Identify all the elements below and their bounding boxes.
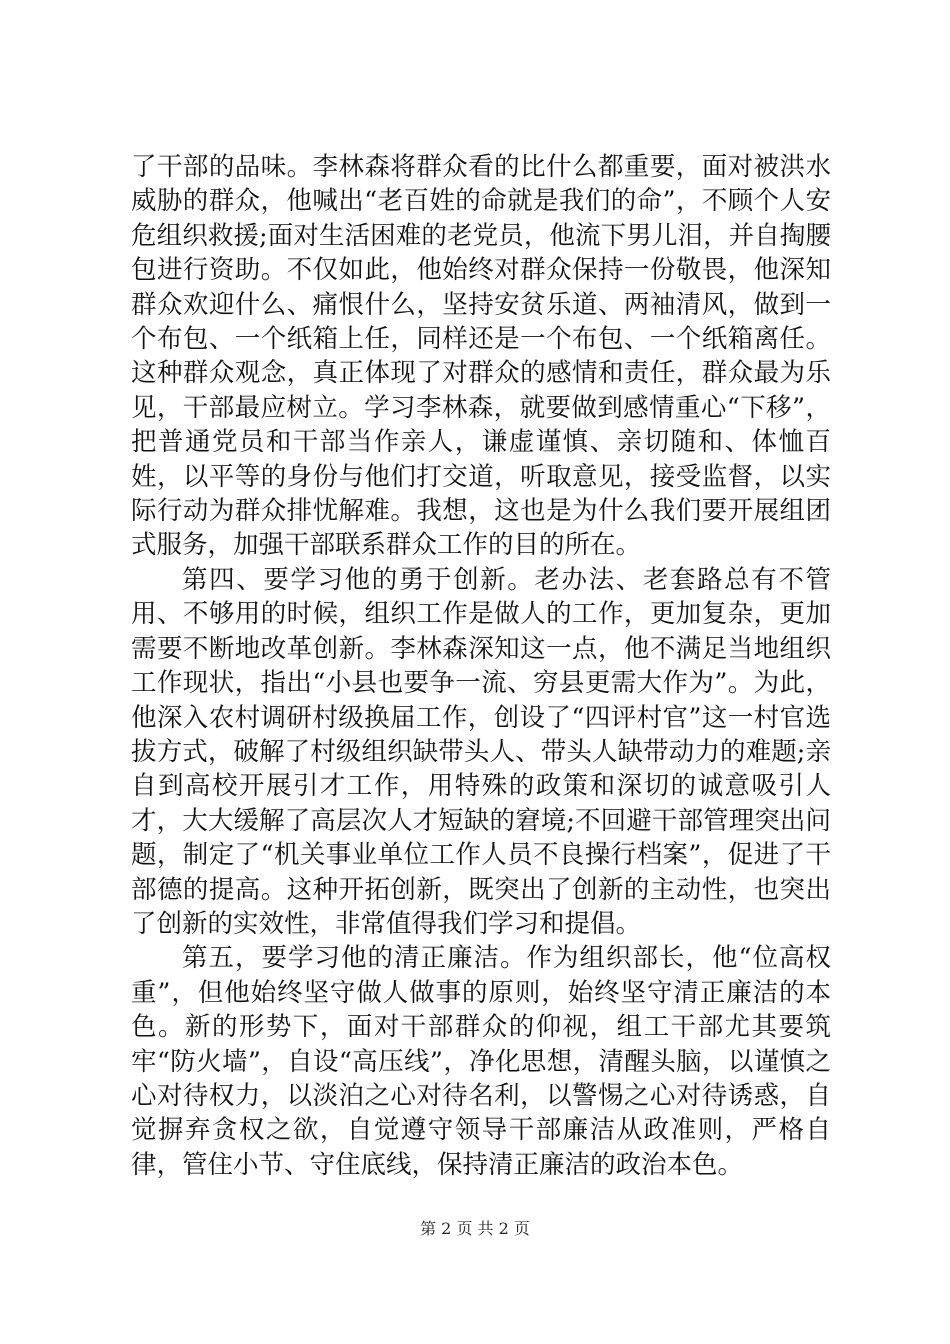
paragraph-continued: 了干部的品味。李林森将群众看的比什么都重要，面对被洪水威胁的群众，他喊出“老百姓的命就是我们的命”，不顾个人安危组织救援;面对生活困难的老党员，他流下男儿泪，并自掏腰包进行资助。不仅如此，他始终对群众保持一份敬畏，他深知群众欢迎什么、痛恨什么，坚持安贫乐道、两袖清风，做到一个布包、一个纸箱上任，同样还是一个布包、一个纸箱离任。这种群众观念，真正体现了对群众的感情和责任，群众最为乐见，干部最应树立。学习李林森，就要做到感情重心“下移”，把普通党员和干部当作亲人，谦虚谨慎、亲切随和、体恤百姓，以平等的身份与他们打交道，听取意见，接受监督，以实际行动为群众排忧解难。我想，这也是为什么我们要开展组团式服务，加强干部联系群众工作的目的所在。 [131,152,831,561]
paragraph-fifth-point: 第五，要学习他的清正廉洁。作为组织部长，他“位高权重”，但他始终坚守做人做事的原则，始终坚守清正廉洁的本色。新的形势下，面对干部群众的仰视，组工干部尤其要筑牢“防火墙”，自设“高压线”，净化思想，清醒头脑，以谨慎之心对待权力，以淡泊之心对待名利，以警惕之心对待诱惑，自觉摒弃贪权之欲，自觉遵守领导干部廉洁从政准则，严格自律，管住小节、守住底线，保持清正廉洁的政治本色。 [131,943,831,1180]
document-body [131,150,831,1182]
paragraph-fourth-point: 第四、要学习他的勇于创新。老办法、老套路总有不管用、不够用的时候，组织工作是做人的工作，更加复杂，更加需要不断地改革创新。李林森深知这一点，他不满足当地组织工作现状，指出“小县也要争一流、穷县更需大作为”。为此，他深入农村调研村级换届工作，创设了“四评村官”这一村官选拔方式，破解了村级组织缺带头人、带头人缺带动力的难题;亲自到高校开展引才工作，用特殊的政策和深切的诚意吸引人才，大大缓解了高层次人才短缺的窘境;不回避干部管理突出问题，制定了“机关事业单位工作人员不良操行档案”，促进了干部德的提高。这种开拓创新，既突出了创新的主动性，也突出了创新的实效性，非常值得我们学习和提倡。 [131,564,831,939]
page-number-footer: 第 2 页 共 2 页 [420,1219,530,1238]
